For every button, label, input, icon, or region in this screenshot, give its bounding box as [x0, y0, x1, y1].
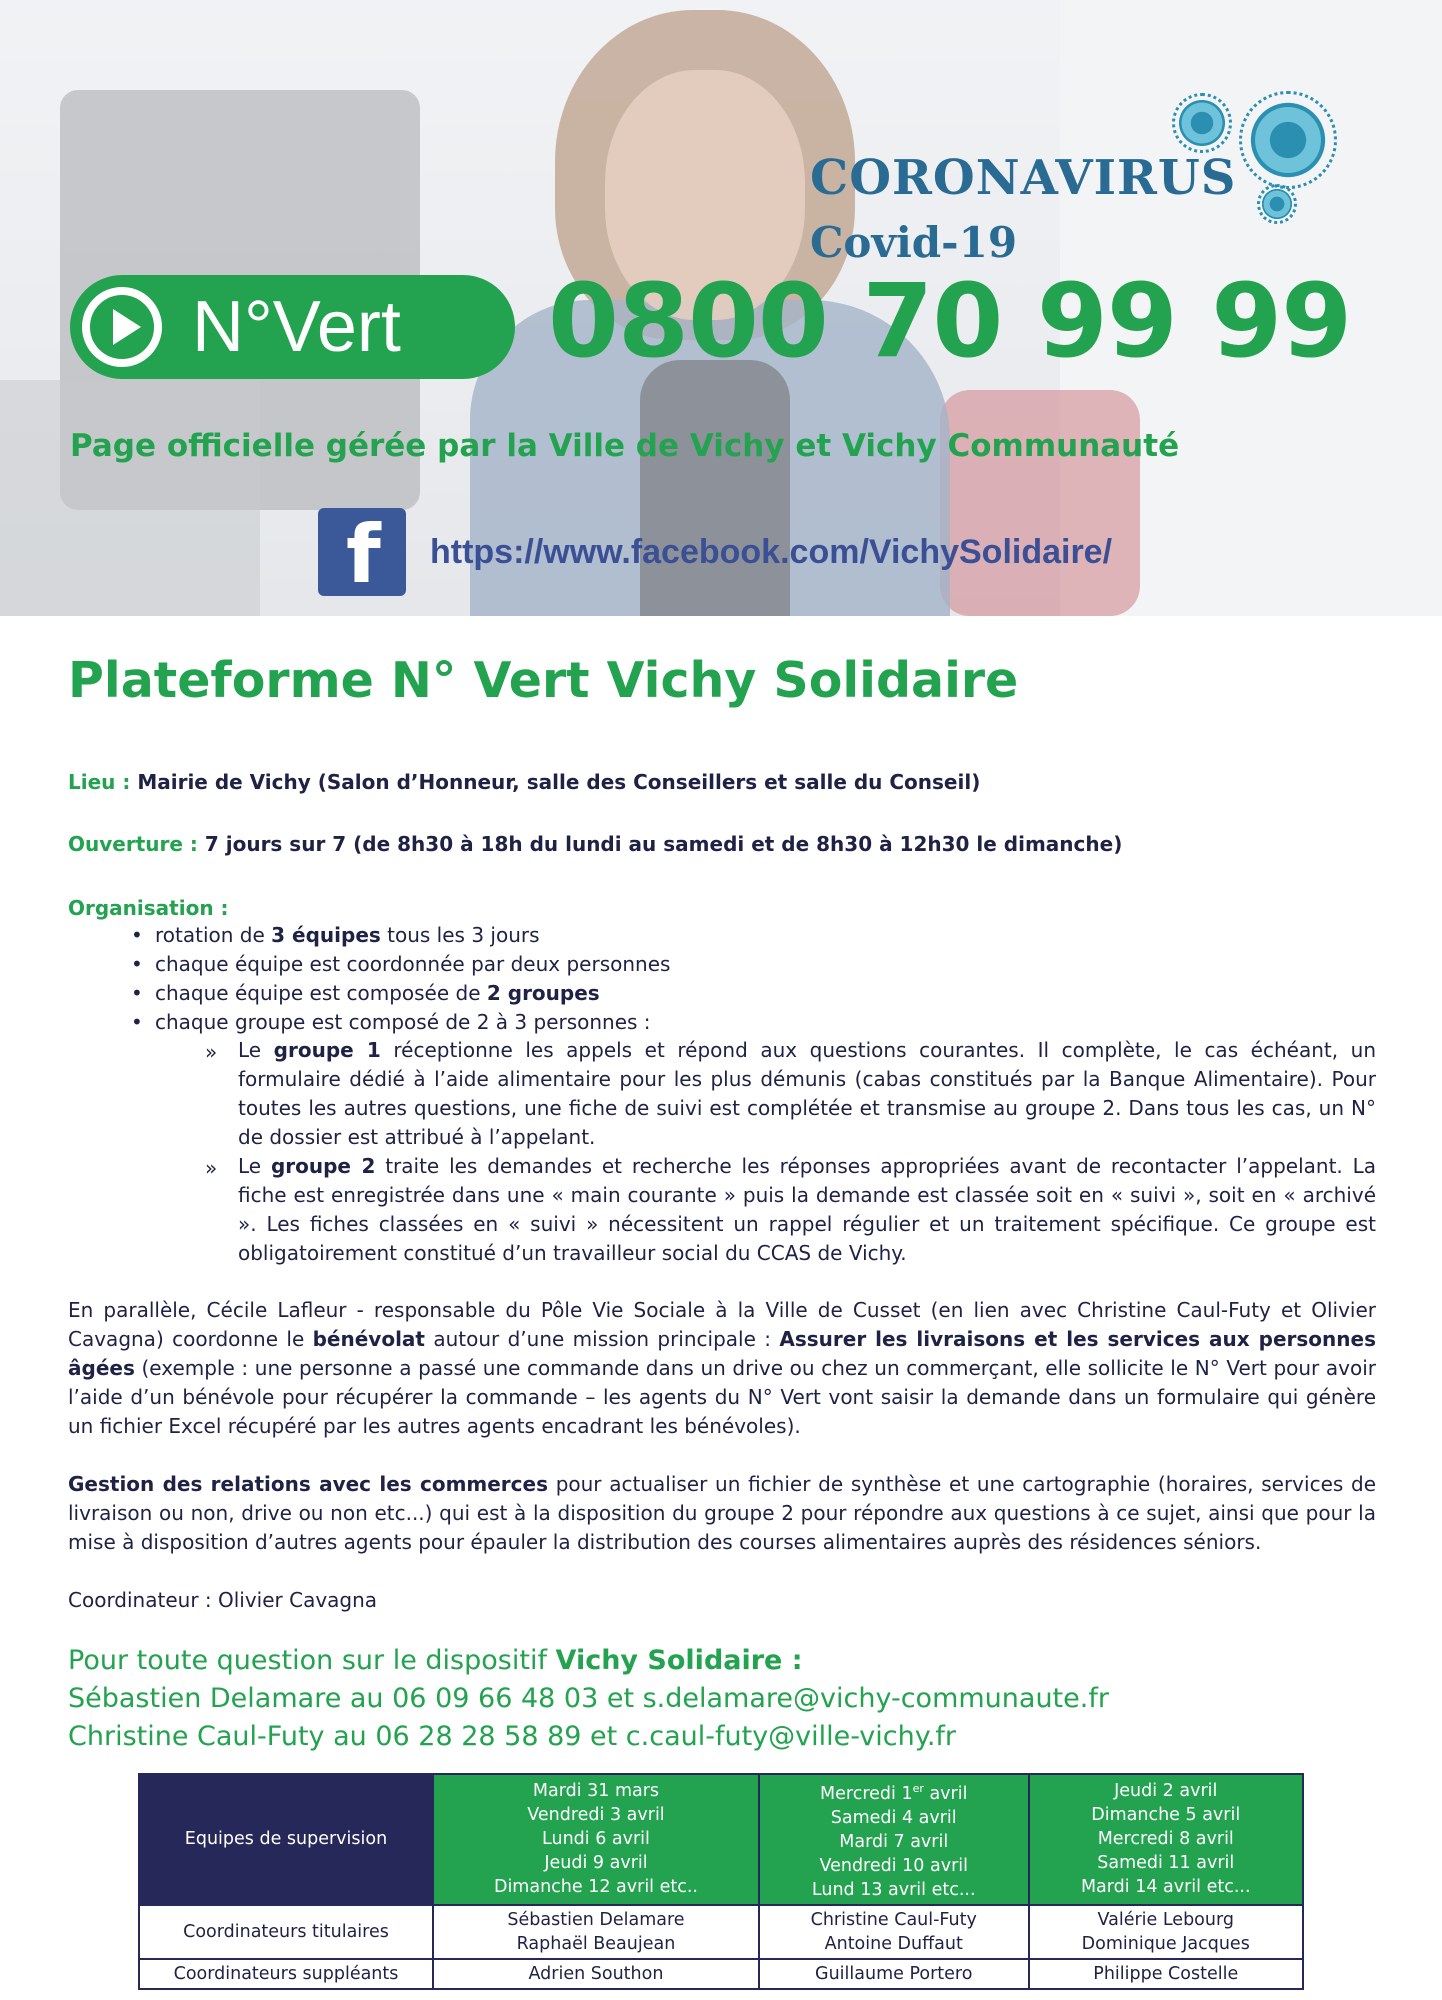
- benevolat-paragraph: En parallèle, Cécile Lafleur - responsable du Pôle Vie Sociale à la Ville de Cusset (en lien avec Christine Caul-Futy et Olivier Cavagna) coordonne le bénévolat autour d’une mission principale : Assurer les livraisons et les services aux personnes âgées (exemple : une personne a passé une commande dans un drive ou chez un commerçant, elle sollicite le N° Vert pour avoir l’aide d’un bénévole pour récupérer la commande – les agents du N° Vert vont saisir la demande dans un formulaire qui génère un fichier Excel récupéré par les autres agents encadrant les bénévoles).: [68, 1298, 1376, 1438]
- virus-icon: [1176, 97, 1228, 149]
- official-page-note: Page officielle gérée par la Ville de Vichy et Vichy Communauté: [70, 428, 1180, 464]
- contact-heading: Pour toute question sur le dispositif Vichy Solidaire :: [68, 1645, 803, 1676]
- lieu-value: Mairie de Vichy (Salon d’Honneur, salle des Conseillers et salle du Conseil): [137, 770, 981, 794]
- phone-number[interactable]: 0800 70 99 99: [548, 262, 1352, 381]
- row-label: Coordinateurs suppléants: [139, 1959, 433, 1989]
- table-cell: Philippe Costelle: [1029, 1959, 1304, 1989]
- facebook-icon[interactable]: f: [318, 508, 406, 596]
- page-title: Plateforme N° Vert Vichy Solidaire: [68, 652, 1019, 709]
- table-cell: Sébastien Delamare Raphaël Beaujean: [433, 1905, 759, 1959]
- table-cell: Christine Caul-Futy Antoine Duffaut: [759, 1905, 1029, 1959]
- list-item: • chaque équipe est composée de 2 groupes: [155, 981, 600, 1005]
- numero-vert-label: N°Vert: [192, 287, 401, 367]
- groupe-2-description: Le groupe 2 traite les demandes et recherche les réponses appropriées avant de recontacter l’appelant. La fiche est enregistrée dans une « main courante » puis la demande est classée soit en « suivi », soit en « archivé ». Les fiches classées en « suivi » nécessitent un rappel régulier et un traitement spécifique. Ce groupe est obligatoirement constitué d’un travailleur social du CCAS de Vichy.: [238, 1154, 1377, 1265]
- coordinateur-line: Coordinateur : Olivier Cavagna: [68, 1588, 378, 1612]
- virus-icon: [1260, 187, 1294, 221]
- numero-vert-badge: [70, 275, 515, 379]
- table-row: [139, 1774, 1303, 1905]
- team-3-dates: Jeudi 2 avril Dimanche 5 avril Mercredi 8 avril Samedi 11 avril Mardi 14 avril etc...: [1029, 1774, 1304, 1905]
- hero-banner: [0, 0, 1442, 616]
- team-2-dates: Mercredi 1er avril Samedi 4 avril Mardi 7 avril Vendredi 10 avril Lund 13 avril etc...: [759, 1774, 1029, 1905]
- team-1-dates: Mardi 31 mars Vendredi 3 avril Lundi 6 avril Jeudi 9 avril Dimanche 12 avril etc..: [433, 1774, 759, 1905]
- contact-line[interactable]: Sébastien Delamare au 06 09 66 48 03 et s.delamare@vichy-communaute.fr: [68, 1683, 1109, 1714]
- supervision-table: [138, 1773, 1304, 1990]
- organisation-label: Organisation :: [68, 896, 229, 920]
- table-header-label: Equipes de supervision: [139, 1774, 433, 1905]
- list-item: • chaque groupe est composé de 2 à 3 personnes :: [155, 1010, 651, 1034]
- play-icon: [80, 285, 164, 369]
- ouverture-line: [68, 832, 1122, 856]
- list-item: • rotation de 3 équipes tous les 3 jours: [155, 923, 540, 947]
- commerces-paragraph: Gestion des relations avec les commerces pour actualiser un fichier de synthèse et une cartographie (horaires, services de livraison ou non, drive ou non etc...) qui est à la disposition du groupe 2 pour répondre aux questions à ce sujet, ainsi que pour la mise à disposition d’autres agents pour épauler la distribution des courses alimentaires auprès des résidences séniors.: [68, 1472, 1376, 1554]
- table-row: [139, 1905, 1303, 1959]
- table-cell: Adrien Southon: [433, 1959, 759, 1989]
- contact-line[interactable]: Christine Caul-Futy au 06 28 28 58 89 et c.caul-futy@ville-vichy.fr: [68, 1721, 957, 1752]
- ouverture-label: Ouverture :: [68, 832, 205, 856]
- covid-heading: Covid-19: [810, 218, 1018, 267]
- lieu-line: [68, 770, 980, 794]
- virus-icon: [1246, 98, 1330, 182]
- sub-bullet-marker: »: [205, 1040, 218, 1064]
- table-cell: Valérie Lebourg Dominique Jacques: [1029, 1905, 1304, 1959]
- coronavirus-heading: CORONAVIRUS: [810, 150, 1237, 206]
- row-label: Coordinateurs titulaires: [139, 1905, 433, 1959]
- list-item: • chaque équipe est coordonnée par deux personnes: [155, 952, 670, 976]
- table-cell: Guillaume Portero: [759, 1959, 1029, 1989]
- ouverture-value: 7 jours sur 7 (de 8h30 à 18h du lundi au samedi et de 8h30 à 12h30 le dimanche): [204, 832, 1123, 856]
- lieu-label: Lieu :: [68, 770, 138, 794]
- facebook-link[interactable]: https://www.facebook.com/VichySolidaire/: [430, 533, 1113, 571]
- groupe-1-description: Le groupe 1 réceptionne les appels et répond aux questions courantes. Il complète, le cas échéant, un formulaire dédié à l’aide alimentaire pour les plus démunis (cabas constitués par la Banque Alimentaire). Pour toutes les autres questions, une fiche de suivi est complétée et transmise au groupe 2. Dans tous les cas, un N° de dossier est attribué à l’appelant.: [238, 1038, 1377, 1149]
- table-row: [139, 1959, 1303, 1989]
- sub-bullet-marker: »: [205, 1156, 218, 1180]
